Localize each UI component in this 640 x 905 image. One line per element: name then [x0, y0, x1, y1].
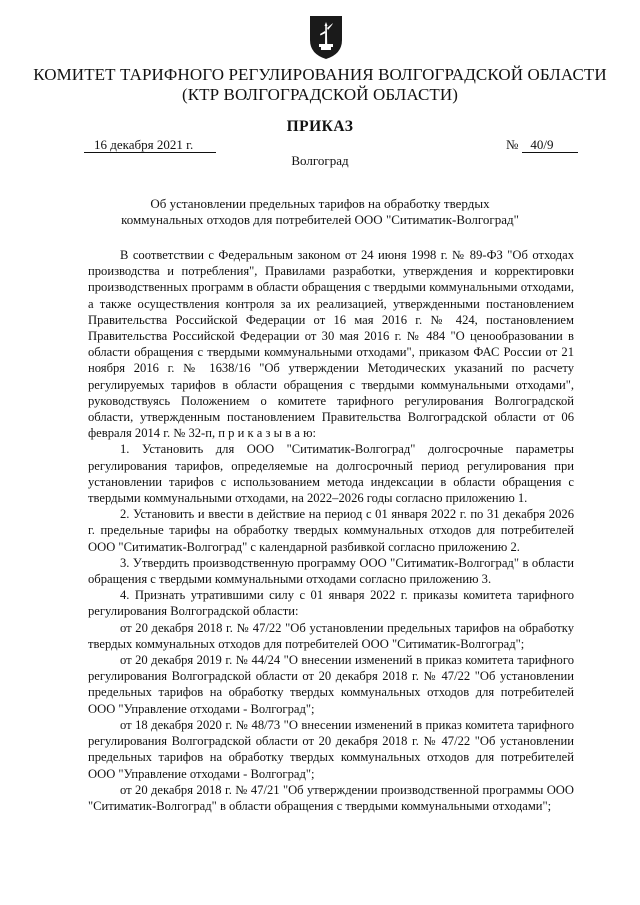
order-subject: [0, 196, 640, 227]
clause-1: 1. Установить для ООО "Ситиматик-Волгоград" долгосрочные параметры регулирования тарифов, определяемые на долгосрочный период регулирования при установлении тарифов с использованием метода индексации в области обращения с твердыми коммунальными отходами, на 2022–2026 годы согласно приложению 1.: [88, 442, 574, 506]
revoked-order-item: от 20 декабря 2019 г. № 44/24 "О внесении изменений в приказ комитета тарифного регулирования Волгоградской области от 20 декабря 2018 г. № 47/22 "Об установлении предельных тарифов на обработку твердых коммунальных отходов для потребителей ООО "Управление отходами - Волгоград";: [88, 653, 574, 716]
order-date: 16 декабря 2021 г.: [84, 137, 216, 153]
revoked-order-item: от 18 декабря 2020 г. № 48/73 "О внесении изменений в приказ комитета тарифного регулирования Волгоградской области от 20 декабря 2018 г. № 47/22 "Об установлении предельных тарифов на обработку твердых коммунальных отходов для потребителей ООО "Управление отходами - Волгоград";: [88, 717, 574, 781]
clause-3: 3. Утвердить производственную программу ООО "Ситиматик-Волгоград" в области обращения с твердыми коммунальными отходами согласно приложению 3.: [88, 555, 574, 587]
preamble-paragraph: В соответствии с Федеральным законом от 24 июня 1998 г. № 89-ФЗ "Об отходах производства и потребления", Правилами разработки, утверждения и корректировки производственных программ в области обращения с твердыми коммунальными отходами, а также осуществления контроля за их реализацией, утвержденными постановлением Правительства Российской Федерации от 16 мая 2016 г. № 424, постановлением Правительства Российской Федерации от 30 мая 2016 г. № 484 "О ценообразовании в области обращения с твердыми коммунальными отходами", приказом ФАС России от 21 ноября 2016 г. № 1638/16 "Об утверждении Методических указаний по расчету регулируемых тарифов в области обращения с твердыми коммунальными отходами", руководствуясь Положением о комитете тарифного регулирования Волгоградской области, утвержденным постановлением Правительства Волгоградской области от 06 февраля 2014 г. № 32-п, п р и к а з ы в а ю:: [88, 248, 574, 441]
order-body: [88, 247, 574, 814]
revoked-order-item: от 20 декабря 2018 г. № 47/21 "Об утверждении производственной программы ООО "Ситиматик-Волгоград" в области обращения с твердыми коммунальными отходами";: [88, 782, 574, 813]
subject-line: коммунальных отходов для потребителей ООО "Ситиматик-Волгоград": [121, 211, 519, 227]
subject-line: Об установлении предельных тарифов на обработку твердых: [150, 196, 490, 211]
order-title: ПРИКАЗ: [286, 118, 354, 135]
order-number: [506, 137, 578, 153]
clause-4: 4. Признать утратившими силу с 01 января 2022 г. приказы комитета тарифного регулирования Волгоградской области:: [88, 588, 574, 619]
committee-name: КОМИТЕТ ТАРИФНОГО РЕГУЛИРОВАНИЯ ВОЛГОГРАДСКОЙ ОБЛАСТИ: [33, 65, 607, 84]
order-number-label: №: [506, 137, 519, 152]
volgograd-coat-of-arms-icon: [307, 14, 345, 60]
order-city: Волгоград: [291, 153, 349, 168]
committee-header: [0, 65, 640, 105]
revoked-order-item: от 20 декабря 2018 г. № 47/22 "Об установлении предельных тарифов на обработку твердых коммунальных отходов для потребителей ООО "Ситиматик-Волгоград";: [88, 620, 574, 651]
committee-short-name: (КТР ВОЛГОГРАДСКОЙ ОБЛАСТИ): [181, 85, 459, 104]
clause-2: 2. Установить и ввести в действие на период с 01 января 2022 г. по 31 декабря 2026 г. предельные тарифы на обработку твердых коммунальных отходов для потребителей ООО "Ситиматик-Волгоград" с календарной разбивкой согласно приложению 2.: [88, 507, 574, 554]
order-number-value: 40/9: [522, 137, 578, 153]
